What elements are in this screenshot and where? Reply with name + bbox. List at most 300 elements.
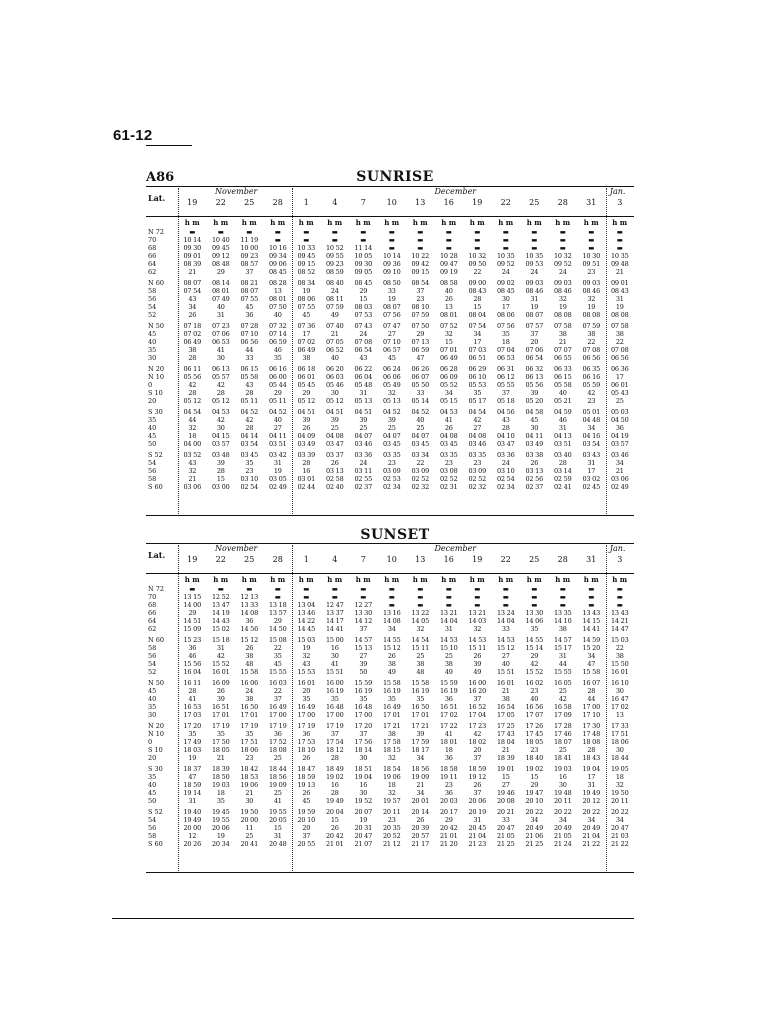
time-cell: 28 — [558, 459, 567, 467]
time-cell: 15 52 — [525, 668, 544, 676]
time-cell: 07 50 — [411, 322, 430, 330]
time-cell: 06 29 — [468, 365, 487, 373]
time-cell: 14 53 — [496, 636, 515, 644]
time-cell: ▬ — [502, 244, 509, 252]
time-cell: 34 — [188, 303, 197, 311]
unit-mark: h m — [412, 218, 428, 227]
time-cell: 14 50 — [268, 625, 287, 633]
time-cell: 20 11 — [610, 797, 629, 805]
time-cell: 13 — [615, 711, 624, 719]
time-cell: ▬ — [417, 236, 424, 244]
time-cell: 16 19 — [354, 687, 373, 695]
time-cell: 39 — [216, 459, 225, 467]
time-cell: 40 — [558, 389, 567, 397]
time-cell: 19 02 — [525, 765, 544, 773]
time-cell: 13 21 — [439, 609, 458, 617]
time-cell: 19 06 — [382, 773, 401, 781]
time-cell: 34 — [587, 816, 596, 824]
time-cell: 07 36 — [297, 322, 316, 330]
date-label: 22 — [215, 555, 226, 564]
time-cell: 20 06 — [468, 797, 487, 805]
time-cell: ▬ — [303, 593, 310, 601]
time-cell: 21 — [216, 754, 225, 762]
time-cell: ▬ — [616, 236, 623, 244]
time-cell: 14 04 — [439, 617, 458, 625]
time-cell: 08 59 — [325, 268, 344, 276]
time-cell: 20 39 — [411, 824, 430, 832]
time-cell: 03 35 — [439, 451, 458, 459]
time-cell: 18 56 — [411, 765, 430, 773]
time-cell: 09 51 — [582, 260, 601, 268]
time-cell: 19 — [302, 644, 311, 652]
unit-mark: h m — [498, 575, 514, 584]
date-label: 1 — [303, 198, 309, 207]
latitude-label: S 52 — [148, 451, 163, 459]
time-cell: 18 44 — [268, 765, 287, 773]
time-cell: 18 14 — [354, 746, 373, 754]
time-cell: 15 03 — [297, 636, 316, 644]
time-cell: 05 52 — [439, 381, 458, 389]
time-cell: 18 02 — [468, 738, 487, 746]
time-cell: 34 — [558, 816, 567, 824]
time-cell: 18 50 — [211, 773, 230, 781]
time-cell: 19 50 — [240, 808, 259, 816]
time-cell: 06 36 — [610, 365, 629, 373]
time-cell: ▬ — [331, 585, 338, 593]
time-cell: 08 03 — [354, 303, 373, 311]
unit-mark: h m — [441, 218, 457, 227]
date-label: 7 — [360, 198, 366, 207]
time-cell: 14 51 — [183, 617, 202, 625]
time-cell: 20 42 — [439, 824, 458, 832]
month-label: November — [215, 187, 258, 196]
time-cell: 21 — [615, 467, 624, 475]
time-cell: ▬ — [559, 585, 566, 593]
time-cell: 27 — [359, 652, 368, 660]
time-cell: 03 05 — [268, 475, 287, 483]
time-cell: 20 04 — [325, 808, 344, 816]
time-cell: 18 54 — [382, 765, 401, 773]
time-cell: 18 — [501, 338, 510, 346]
time-cell: 19 04 — [582, 765, 601, 773]
time-cell: 02 53 — [382, 475, 401, 483]
time-cell: 24 — [330, 287, 339, 295]
time-cell: 15 09 — [183, 625, 202, 633]
time-cell: 28 — [188, 389, 197, 397]
time-cell: 40 — [330, 354, 339, 362]
time-cell: 31 — [558, 424, 567, 432]
time-cell: 18 06 — [610, 738, 629, 746]
time-cell: 03 35 — [468, 451, 487, 459]
unit-mark: h m — [355, 218, 371, 227]
latitude-label: 56 — [148, 467, 157, 475]
time-cell: 04 08 — [325, 432, 344, 440]
time-cell: 48 — [416, 668, 425, 676]
lat-header: Lat. — [148, 550, 166, 560]
time-cell: 26 — [416, 816, 425, 824]
time-cell: 17 20 — [183, 722, 202, 730]
time-cell: 05 49 — [382, 381, 401, 389]
time-cell: 07 58 — [553, 322, 572, 330]
time-cell: 30 — [330, 389, 339, 397]
latitude-label: 20 — [148, 754, 157, 762]
time-cell: 06 04 — [354, 373, 373, 381]
time-cell: 13 47 — [211, 601, 230, 609]
time-cell: 38 — [416, 660, 425, 668]
time-cell: 38 — [245, 695, 254, 703]
time-cell: 08 06 — [496, 311, 515, 319]
latitude-label: 20 — [148, 397, 157, 405]
time-cell: 15 03 — [610, 636, 629, 644]
time-cell: 26 — [473, 781, 482, 789]
time-cell: 19 — [216, 832, 225, 840]
time-cell: 28 — [302, 459, 311, 467]
sunset-table — [146, 543, 634, 873]
time-cell: 32 — [587, 295, 596, 303]
time-cell: ▬ — [502, 601, 509, 609]
time-cell: 03 45 — [240, 451, 259, 459]
time-cell: 06 59 — [268, 338, 287, 346]
time-cell: 09 55 — [325, 252, 344, 260]
time-cell: ▬ — [388, 228, 395, 236]
time-cell: 18 — [387, 781, 396, 789]
time-cell: 39 — [216, 695, 225, 703]
time-cell: 29 — [416, 330, 425, 338]
time-cell: 23 — [245, 467, 254, 475]
time-cell: 36 — [245, 617, 254, 625]
time-cell: 13 15 — [183, 593, 202, 601]
time-cell: ▬ — [474, 228, 481, 236]
time-cell: 32 — [387, 789, 396, 797]
time-cell: 20 52 — [382, 832, 401, 840]
time-cell: 10 30 — [582, 252, 601, 260]
time-cell: 40 — [273, 311, 282, 319]
time-cell: 16 19 — [439, 687, 458, 695]
time-cell: 18 37 — [183, 765, 202, 773]
time-cell: 08 01 — [439, 311, 458, 319]
time-cell: 20 22 — [582, 808, 601, 816]
time-cell: 16 07 — [582, 679, 601, 687]
time-cell: 20 49 — [525, 824, 544, 832]
time-cell: 03 46 — [354, 440, 373, 448]
time-cell: 10 40 — [211, 236, 230, 244]
time-cell: 09 02 — [496, 279, 515, 287]
time-cell: 21 22 — [610, 840, 629, 848]
time-cell: 19 40 — [183, 808, 202, 816]
time-cell: 32 — [387, 754, 396, 762]
time-cell: 20 57 — [411, 832, 430, 840]
time-cell: 15 58 — [411, 679, 430, 687]
time-cell: 31 — [530, 295, 539, 303]
time-cell: 04 00 — [183, 440, 202, 448]
latitude-label: 35 — [148, 416, 157, 424]
time-cell: 03 09 — [382, 467, 401, 475]
time-cell: 19 48 — [553, 789, 572, 797]
time-cell: 06 31 — [496, 365, 515, 373]
latitude-label: 56 — [148, 295, 157, 303]
time-cell: 13 30 — [525, 609, 544, 617]
time-cell: 27 — [501, 652, 510, 660]
time-cell: 18 03 — [183, 746, 202, 754]
latitude-label: 0 — [148, 738, 153, 746]
time-cell: 40 — [216, 303, 225, 311]
time-cell: 29 — [216, 268, 225, 276]
time-cell: 29 — [359, 287, 368, 295]
latitude-label: 52 — [148, 311, 157, 319]
time-cell: 31 — [444, 625, 453, 633]
time-cell: ▬ — [388, 585, 395, 593]
time-cell: 03 13 — [525, 467, 544, 475]
time-cell: 32 — [416, 625, 425, 633]
time-cell: 07 59 — [325, 303, 344, 311]
time-cell: 21 — [615, 268, 624, 276]
latitude-label: N 60 — [148, 279, 165, 287]
time-cell: 09 23 — [325, 260, 344, 268]
time-cell: 17 — [473, 338, 482, 346]
time-cell: 14 05 — [411, 617, 430, 625]
time-cell: 42 — [188, 381, 197, 389]
time-cell: 20 08 — [496, 797, 515, 805]
time-cell: 08 08 — [610, 311, 629, 319]
time-cell: 10 00 — [240, 244, 259, 252]
time-cell: 09 19 — [439, 268, 458, 276]
time-cell: 17 — [587, 467, 596, 475]
date-label: 22 — [500, 198, 511, 207]
latitude-label: 54 — [148, 303, 157, 311]
time-cell: 03 09 — [411, 467, 430, 475]
time-cell: 23 — [444, 459, 453, 467]
time-cell: 22 — [615, 644, 624, 652]
time-cell: 38 — [188, 346, 197, 354]
time-cell: 06 07 — [411, 373, 430, 381]
page-number: 61-12 — [113, 127, 153, 144]
time-cell: 21 07 — [354, 840, 373, 848]
time-cell: 14 57 — [354, 636, 373, 644]
time-cell: 31 — [216, 644, 225, 652]
time-cell: 15 10 — [439, 644, 458, 652]
time-cell: 07 50 — [268, 303, 287, 311]
time-cell: 03 11 — [354, 467, 373, 475]
time-cell: 06 06 — [382, 373, 401, 381]
time-cell: 04 07 — [354, 432, 373, 440]
time-cell: 07 18 — [183, 322, 202, 330]
time-cell: 37 — [359, 625, 368, 633]
time-cell: 03 06 — [610, 475, 629, 483]
time-cell: 05 11 — [240, 397, 259, 405]
time-cell: 22 — [587, 338, 596, 346]
time-cell: 28 — [216, 389, 225, 397]
time-cell: 20 00 — [240, 816, 259, 824]
time-cell: 08 45 — [354, 279, 373, 287]
time-cell: 18 — [216, 789, 225, 797]
time-cell: 03 42 — [268, 451, 287, 459]
time-cell: 37 — [473, 695, 482, 703]
time-cell: 06 56 — [610, 354, 629, 362]
time-cell: 21 01 — [439, 832, 458, 840]
time-cell: 31 — [273, 459, 282, 467]
time-cell: 21 12 — [382, 840, 401, 848]
date-header-row — [178, 556, 634, 564]
time-cell: 35 — [387, 695, 396, 703]
time-cell: 35 — [302, 695, 311, 703]
time-cell: 44 — [188, 416, 197, 424]
time-cell: 09 30 — [354, 260, 373, 268]
sunrise-title: SUNRISE — [356, 169, 434, 185]
time-cell: 17 19 — [268, 722, 287, 730]
time-cell: 21 — [501, 687, 510, 695]
time-cell: 18 05 — [525, 738, 544, 746]
time-cell: 09 15 — [297, 260, 316, 268]
time-cell: ▬ — [616, 593, 623, 601]
time-cell: 28 — [245, 424, 254, 432]
time-cell: 09 12 — [211, 252, 230, 260]
time-cell: 03 09 — [468, 467, 487, 475]
time-cell: 04 52 — [382, 408, 401, 416]
time-cell: 20 17 — [439, 808, 458, 816]
time-cell: ▬ — [559, 593, 566, 601]
time-cell: 34 — [416, 754, 425, 762]
date-label: 16 — [443, 198, 454, 207]
time-cell: 08 08 — [553, 311, 572, 319]
time-cell: 17 — [501, 303, 510, 311]
time-cell: 21 03 — [610, 832, 629, 840]
latitude-label: 45 — [148, 789, 157, 797]
time-cell: 05 21 — [553, 397, 572, 405]
time-cell: 14 55 — [382, 636, 401, 644]
time-cell: ▬ — [531, 228, 538, 236]
time-cell: 03 51 — [553, 440, 572, 448]
time-cell: 08 07 — [525, 311, 544, 319]
latitude-label: 40 — [148, 695, 157, 703]
time-cell: 23 — [473, 459, 482, 467]
time-cell: 05 12 — [297, 397, 316, 405]
latitude-label: 66 — [148, 252, 157, 260]
time-cell: 03 45 — [411, 440, 430, 448]
time-cell: 17 50 — [211, 738, 230, 746]
time-cell: 09 01 — [183, 252, 202, 260]
time-cell: 23 — [587, 268, 596, 276]
time-cell: 03 01 — [297, 475, 316, 483]
time-cell: 31 — [615, 295, 624, 303]
time-cell: 15 — [473, 303, 482, 311]
time-cell: 07 52 — [439, 322, 458, 330]
time-cell: 26 — [188, 311, 197, 319]
time-cell: 30 — [530, 424, 539, 432]
time-cell: 21 24 — [553, 840, 572, 848]
time-cell: 24 — [245, 687, 254, 695]
date-label: 4 — [332, 555, 338, 564]
unit-mark: h m — [241, 575, 257, 584]
latitude-label: N 10 — [148, 730, 165, 738]
time-cell: 21 — [188, 268, 197, 276]
time-cell: 17 — [615, 373, 624, 381]
time-cell: 38 — [387, 730, 396, 738]
time-cell: 06 54 — [354, 346, 373, 354]
time-cell: 07 57 — [525, 322, 544, 330]
time-cell: 46 — [188, 652, 197, 660]
time-cell: 34 — [587, 424, 596, 432]
time-cell: 15 17 — [553, 644, 572, 652]
time-cell: 14 47 — [610, 625, 629, 633]
time-cell: 21 17 — [411, 840, 430, 848]
time-cell: 07 02 — [297, 338, 316, 346]
time-cell: 35 — [273, 354, 282, 362]
time-cell: 19 14 — [183, 789, 202, 797]
time-cell: 17 02 — [610, 703, 629, 711]
time-cell: 21 — [188, 475, 197, 483]
time-cell: 36 — [444, 695, 453, 703]
time-cell: ▬ — [388, 593, 395, 601]
date-label: 10 — [386, 555, 397, 564]
time-cell: 14 53 — [439, 636, 458, 644]
latitude-label: 50 — [148, 797, 157, 805]
time-cell: 04 50 — [610, 416, 629, 424]
time-cell: 02 40 — [325, 483, 344, 491]
time-cell: 05 14 — [411, 397, 430, 405]
time-cell: 02 49 — [610, 483, 629, 491]
unit-mark: h m — [213, 575, 229, 584]
time-cell: 05 12 — [183, 397, 202, 405]
time-cell: ▬ — [331, 236, 338, 244]
time-cell: 27 — [473, 424, 482, 432]
time-cell: 29 — [302, 389, 311, 397]
time-cell: 02 59 — [553, 475, 572, 483]
time-cell: 26 — [245, 644, 254, 652]
time-cell: 17 26 — [525, 722, 544, 730]
time-cell: 16 03 — [268, 679, 287, 687]
time-cell: 15 — [530, 773, 539, 781]
time-cell: 28 — [188, 354, 197, 362]
time-cell: 42 — [558, 695, 567, 703]
time-cell: 15 20 — [582, 644, 601, 652]
time-cell: 04 15 — [211, 432, 230, 440]
time-cell: 37 — [273, 695, 282, 703]
time-cell: 35 — [330, 695, 339, 703]
time-cell: 40 — [273, 416, 282, 424]
time-cell: 37 — [359, 730, 368, 738]
time-cell: 36 — [444, 789, 453, 797]
time-cell: 09 48 — [610, 260, 629, 268]
month-label: December — [434, 544, 477, 553]
time-cell: ▬ — [474, 244, 481, 252]
time-cell: 15 50 — [610, 660, 629, 668]
latitude-label: 62 — [148, 268, 157, 276]
time-cell: 28 — [245, 389, 254, 397]
time-cell: ▬ — [217, 585, 224, 593]
time-cell: 20 42 — [325, 832, 344, 840]
time-cell: 26 — [387, 652, 396, 660]
time-cell: 28 — [216, 467, 225, 475]
time-cell: 22 — [273, 687, 282, 695]
time-cell: 19 49 — [183, 816, 202, 824]
time-cell: 02 41 — [553, 483, 572, 491]
time-cell: 07 55 — [240, 295, 259, 303]
time-cell: ▬ — [445, 228, 452, 236]
time-cell: 16 — [330, 644, 339, 652]
time-cell: 25 — [558, 687, 567, 695]
time-cell: ▬ — [502, 585, 509, 593]
date-label: 7 — [360, 555, 366, 564]
time-cell: 03 54 — [582, 440, 601, 448]
time-cell: 30 — [558, 781, 567, 789]
time-cell: 16 53 — [183, 703, 202, 711]
time-cell: ▬ — [588, 601, 595, 609]
time-cell: 31 — [587, 459, 596, 467]
time-cell: 21 22 — [582, 840, 601, 848]
time-cell: 20 10 — [297, 816, 316, 824]
time-cell: 18 51 — [354, 765, 373, 773]
time-cell: 23 — [444, 781, 453, 789]
